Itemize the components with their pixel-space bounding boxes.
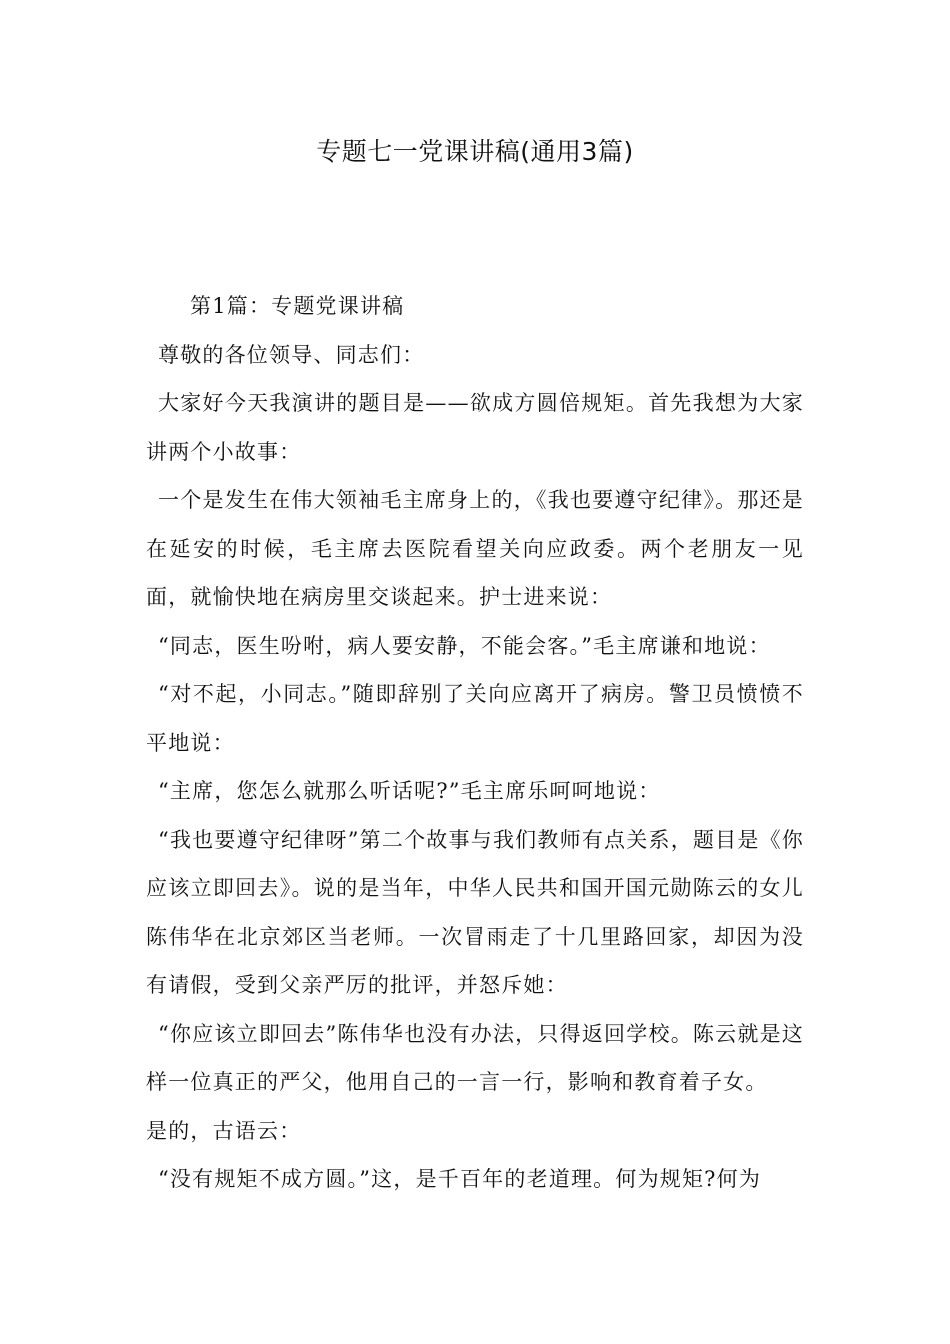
salutation: 尊敬的各位领导、同志们： (158, 342, 425, 367)
paragraph: 一个是发生在伟大领袖毛主席身上的，《我也要遵守纪律》。那还是在延安的时候，毛主席去医院看望关向应政委。两个老朋友一见面，就愉快地在病房里交谈起来。护士进来说： (146, 488, 804, 609)
paragraph: “对不起，小同志。”随即辞别了关向应离开了病房。警卫员愤愤不平地说： (146, 682, 804, 755)
paragraph: “我也要遵守纪律呀”第二个故事与我们教师有点关系，题目是《你应该立即回去》。说的是当年，中华人民共和国开国元勋陈云的女儿陈伟华在北京郊区当老师。一次冒雨走了十几里路回家，却因为没有请假，受到父亲严厉的批评，并怒斥她： (146, 827, 804, 997)
paragraph: “同志，医生吩咐，病人要安静，不能会客。”毛主席谦和地说： (158, 633, 771, 658)
paragraph: 是的，古语云： (146, 1118, 302, 1143)
paragraph: “没有规矩不成方圆。”这，是千百年的老道理。何为规矩?何为 (158, 1167, 762, 1191)
paragraph: 大家好今天我演讲的题目是——欲成方圆倍规矩。首先我想为大家讲两个小故事： (146, 391, 804, 464)
document-body (146, 282, 804, 1204)
section-heading: 第1篇：专题党课讲稿 (190, 294, 405, 318)
paragraph: “你应该立即回去”陈伟华也没有办法，只得返回学校。陈云就是这样一位真正的严父，他用自己的一言一行，影响和教育着子女。 (146, 1021, 804, 1094)
document-title: 专题七一党课讲稿(通用3篇) (316, 137, 634, 166)
paragraph: “主席，您怎么就那么听话呢?”毛主席乐呵呵地说： (158, 779, 661, 803)
